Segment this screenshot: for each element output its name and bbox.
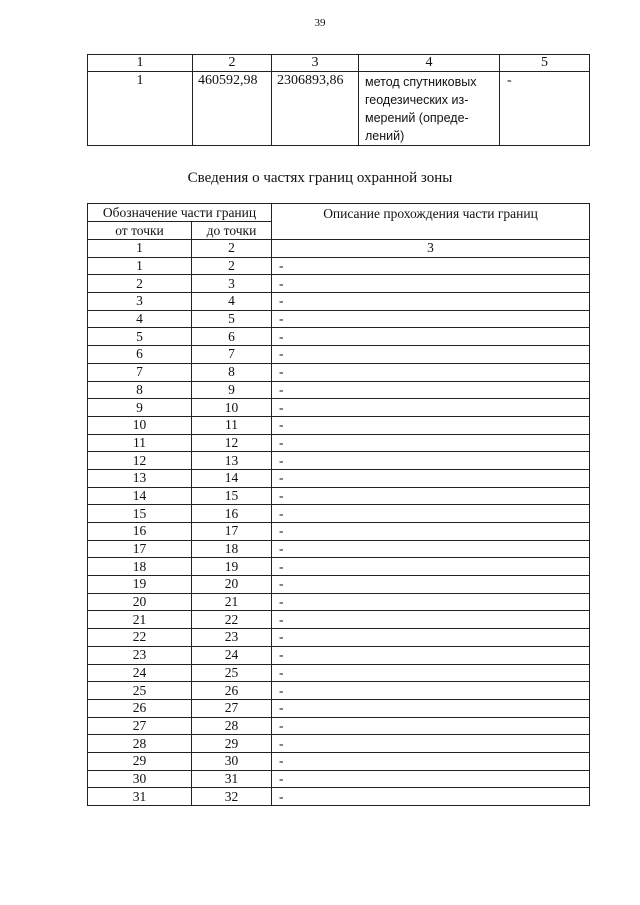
index-cell: 3 <box>272 240 590 258</box>
to-point: 25 <box>192 664 272 682</box>
to-point: 13 <box>192 452 272 470</box>
from-point: 17 <box>88 540 192 558</box>
method-line: мерений (опреде- <box>365 111 469 125</box>
table-row <box>88 275 590 293</box>
to-point: 10 <box>192 399 272 417</box>
table-row <box>88 629 590 647</box>
to-point: 28 <box>192 717 272 735</box>
from-point: 19 <box>88 576 192 594</box>
coordinates-header-row <box>88 55 590 72</box>
from-point: 9 <box>88 399 192 417</box>
to-point: 21 <box>192 593 272 611</box>
table-row <box>88 381 590 399</box>
description: - <box>272 611 590 629</box>
description: - <box>272 646 590 664</box>
from-point: 8 <box>88 381 192 399</box>
col-header-2: 2 <box>193 55 272 72</box>
description: - <box>272 434 590 452</box>
to-point: 24 <box>192 646 272 664</box>
description: - <box>272 717 590 735</box>
col-header-1: 1 <box>88 55 193 72</box>
to-point: 23 <box>192 629 272 647</box>
description: - <box>272 523 590 541</box>
index-row <box>88 240 590 258</box>
from-point: 22 <box>88 629 192 647</box>
from-point: 20 <box>88 593 192 611</box>
description: - <box>272 328 590 346</box>
method-cell <box>359 72 500 146</box>
to-point: 9 <box>192 381 272 399</box>
boundary-parts-table <box>87 203 590 806</box>
from-point: 24 <box>88 664 192 682</box>
from-point: 3 <box>88 293 192 311</box>
to-point: 3 <box>192 275 272 293</box>
from-point: 11 <box>88 434 192 452</box>
from-point: 29 <box>88 752 192 770</box>
table-row <box>88 505 590 523</box>
from-point: 14 <box>88 487 192 505</box>
description: - <box>272 293 590 311</box>
description: - <box>272 275 590 293</box>
table-row <box>88 646 590 664</box>
to-point: 15 <box>192 487 272 505</box>
description: - <box>272 576 590 594</box>
to-point: 20 <box>192 576 272 594</box>
from-point: 13 <box>88 469 192 487</box>
to-point: 18 <box>192 540 272 558</box>
from-point: 7 <box>88 363 192 381</box>
description: - <box>272 381 590 399</box>
table-row <box>88 788 590 806</box>
from-point: 30 <box>88 770 192 788</box>
table-row <box>88 487 590 505</box>
col-header-4: 4 <box>359 55 500 72</box>
precision-value: - <box>500 72 590 146</box>
index-cell: 1 <box>88 240 192 258</box>
to-point: 31 <box>192 770 272 788</box>
to-point: 27 <box>192 699 272 717</box>
coordinates-table <box>87 54 590 146</box>
table-row <box>88 293 590 311</box>
from-point: 6 <box>88 346 192 364</box>
table-row <box>88 523 590 541</box>
description: - <box>272 346 590 364</box>
from-point: 1 <box>88 257 192 275</box>
from-point: 4 <box>88 310 192 328</box>
description: - <box>272 735 590 753</box>
description: - <box>272 310 590 328</box>
method-line: лений) <box>365 129 405 143</box>
to-point: 11 <box>192 416 272 434</box>
index-cell: 2 <box>192 240 272 258</box>
method-line: геодезических из- <box>365 93 469 107</box>
method-line: метод спутниковых <box>365 75 477 89</box>
table-row <box>88 682 590 700</box>
description: - <box>272 469 590 487</box>
table-row <box>88 558 590 576</box>
description: - <box>272 363 590 381</box>
description: - <box>272 664 590 682</box>
to-point: 12 <box>192 434 272 452</box>
description: - <box>272 257 590 275</box>
to-point: 22 <box>192 611 272 629</box>
table-row <box>88 770 590 788</box>
description: - <box>272 682 590 700</box>
point-number: 1 <box>88 72 193 146</box>
table-row <box>88 346 590 364</box>
col-header-5: 5 <box>500 55 590 72</box>
table-row <box>88 416 590 434</box>
table-row <box>88 399 590 417</box>
from-point: 16 <box>88 523 192 541</box>
description: - <box>272 416 590 434</box>
table-row <box>88 328 590 346</box>
from-point: 28 <box>88 735 192 753</box>
description: - <box>272 629 590 647</box>
description: - <box>272 540 590 558</box>
to-point: 19 <box>192 558 272 576</box>
from-point: 23 <box>88 646 192 664</box>
section-title: Сведения о частях границ охранной зоны <box>187 170 453 186</box>
header-from-point: от точки <box>88 222 192 240</box>
to-point: 14 <box>192 469 272 487</box>
col-header-3: 3 <box>272 55 359 72</box>
table-row <box>88 752 590 770</box>
to-point: 29 <box>192 735 272 753</box>
from-point: 5 <box>88 328 192 346</box>
page-number: 39 <box>314 17 326 29</box>
to-point: 26 <box>192 682 272 700</box>
to-point: 8 <box>192 363 272 381</box>
table-row <box>88 257 590 275</box>
description: - <box>272 752 590 770</box>
table-row <box>88 664 590 682</box>
to-point: 32 <box>192 788 272 806</box>
from-point: 21 <box>88 611 192 629</box>
from-point: 31 <box>88 788 192 806</box>
parts-body <box>88 257 590 805</box>
from-point: 26 <box>88 699 192 717</box>
table-row <box>88 576 590 594</box>
coordinates-row <box>88 72 590 146</box>
to-point: 2 <box>192 257 272 275</box>
table-row <box>88 434 590 452</box>
from-point: 15 <box>88 505 192 523</box>
from-point: 10 <box>88 416 192 434</box>
from-point: 25 <box>88 682 192 700</box>
header-description: Описание прохождения части границ <box>272 204 590 240</box>
table-row <box>88 735 590 753</box>
table-row <box>88 717 590 735</box>
to-point: 7 <box>192 346 272 364</box>
from-point: 18 <box>88 558 192 576</box>
description: - <box>272 699 590 717</box>
table-row <box>88 452 590 470</box>
table-row <box>88 699 590 717</box>
to-point: 5 <box>192 310 272 328</box>
to-point: 16 <box>192 505 272 523</box>
to-point: 6 <box>192 328 272 346</box>
table-row <box>88 363 590 381</box>
description: - <box>272 558 590 576</box>
header-group: Обозначение части границ <box>88 204 272 222</box>
description: - <box>272 399 590 417</box>
header-to-point: до точки <box>192 222 272 240</box>
table-row <box>88 469 590 487</box>
table-row <box>88 593 590 611</box>
parts-header-row <box>88 204 590 222</box>
from-point: 12 <box>88 452 192 470</box>
to-point: 17 <box>192 523 272 541</box>
description: - <box>272 770 590 788</box>
coord-x: 460592,98 <box>193 72 272 146</box>
table-row <box>88 540 590 558</box>
description: - <box>272 505 590 523</box>
description: - <box>272 593 590 611</box>
description: - <box>272 452 590 470</box>
table-row <box>88 611 590 629</box>
description: - <box>272 487 590 505</box>
from-point: 27 <box>88 717 192 735</box>
from-point: 2 <box>88 275 192 293</box>
table-row <box>88 310 590 328</box>
to-point: 30 <box>192 752 272 770</box>
coord-y: 2306893,86 <box>272 72 359 146</box>
description: - <box>272 788 590 806</box>
to-point: 4 <box>192 293 272 311</box>
